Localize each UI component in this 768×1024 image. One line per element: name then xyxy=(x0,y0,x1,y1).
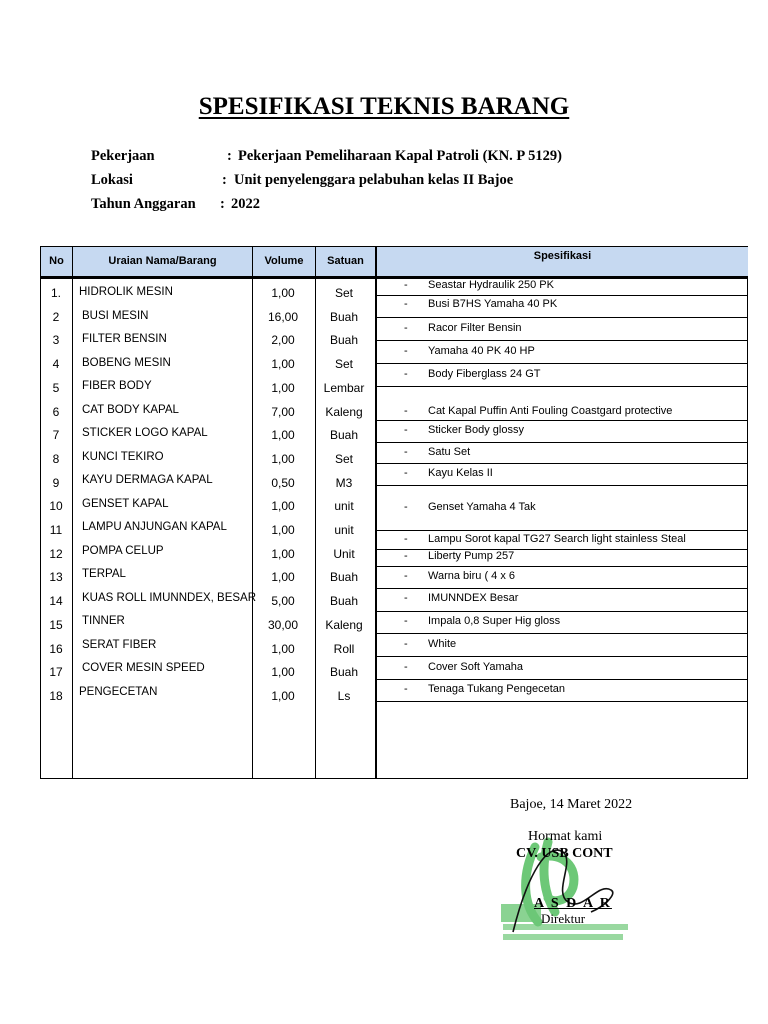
spec-row-divider xyxy=(376,701,748,702)
row-item-name: COVER MESIN SPEED xyxy=(82,662,205,674)
row-volume: 5,00 xyxy=(271,594,295,609)
spec-text: IMUNNDEX Besar xyxy=(428,592,519,604)
row-unit: Set xyxy=(334,451,353,466)
spec-row-divider xyxy=(376,679,748,680)
spec-row-divider xyxy=(376,340,748,341)
row-volume: 1,00 xyxy=(271,570,295,585)
info-value: 2022 xyxy=(231,196,260,212)
row-volume: 1,00 xyxy=(271,380,295,395)
row-item-name: SERAT FIBER xyxy=(82,638,157,651)
spec-row-divider xyxy=(376,442,748,443)
column-divider xyxy=(375,247,377,778)
spec-table xyxy=(40,246,748,779)
info-value: Unit penyelenggara pelabuhan kelas II Bajoe xyxy=(234,172,514,188)
spec-bullet: - xyxy=(404,279,408,291)
row-item-name: TERPAL xyxy=(82,568,126,580)
spec-row-divider xyxy=(376,317,748,318)
row-unit: Buah xyxy=(329,309,359,324)
spec-row-divider xyxy=(376,386,748,387)
row-item-name: BUSI MESIN xyxy=(82,309,149,322)
row-unit: Lembar xyxy=(323,380,365,395)
spec-bullet: - xyxy=(404,615,408,627)
row-number: 13 xyxy=(49,570,63,585)
spec-text: Genset Yamaha 4 Tak xyxy=(428,501,536,513)
spec-text: Seastar Hydraulik 250 PK xyxy=(428,279,554,291)
row-volume: 1,00 xyxy=(271,688,295,703)
row-unit: Buah xyxy=(329,428,359,443)
row-volume: 2,00 xyxy=(271,333,295,348)
row-unit: Buah xyxy=(329,333,359,348)
row-volume: 1,00 xyxy=(271,499,295,514)
row-volume: 1,00 xyxy=(271,641,295,656)
spec-row-divider xyxy=(376,611,748,612)
row-number: 4 xyxy=(52,357,60,372)
column-divider xyxy=(72,247,73,778)
spec-bullet: - xyxy=(404,345,408,357)
row-volume: 7,00 xyxy=(271,404,295,419)
spec-row-divider xyxy=(376,633,748,634)
row-unit: Unit xyxy=(333,546,355,561)
info-separator: : xyxy=(220,196,225,212)
spec-text: Yamaha 40 PK 40 HP xyxy=(428,345,535,357)
row-item-name: FIBER BODY xyxy=(82,380,152,392)
row-item-name: KUNCI TEKIRO xyxy=(82,450,164,463)
info-label: Pekerjaan xyxy=(91,148,155,164)
row-volume: 1,00 xyxy=(271,451,295,466)
row-unit: Ls xyxy=(337,688,351,703)
row-volume: 1,00 xyxy=(271,357,295,372)
spec-text: Sticker Body glossy xyxy=(428,424,524,436)
row-volume: 30,00 xyxy=(267,617,299,632)
row-volume: 1,00 xyxy=(271,546,295,561)
signer-name: A S D A R xyxy=(534,896,612,911)
info-separator: : xyxy=(227,148,232,164)
spec-bullet: - xyxy=(404,405,408,417)
row-unit: unit xyxy=(334,523,354,537)
document-title-text: SPESIFIKASI TEKNIS BARANG xyxy=(198,93,570,120)
spec-text: Body Fiberglass 24 GT xyxy=(428,368,541,380)
spec-row-divider xyxy=(376,485,748,486)
spec-bullet: - xyxy=(404,446,408,458)
spec-bullet: - xyxy=(404,467,408,479)
row-number: 9 xyxy=(52,475,60,490)
spec-bullet: - xyxy=(404,683,408,695)
spec-bullet: - xyxy=(404,424,408,436)
row-number: 6 xyxy=(52,404,60,419)
row-volume: 1,00 xyxy=(271,286,295,300)
header-unit: Satuan xyxy=(316,247,375,277)
row-item-name: STICKER LOGO KAPAL xyxy=(82,427,208,439)
spec-text: Busi B7HS Yamaha 40 PK xyxy=(428,298,558,310)
row-number: 10 xyxy=(49,499,63,514)
spec-text: Lampu Sorot kapal TG27 Search light stainless Steal xyxy=(428,533,686,545)
row-number: 2 xyxy=(52,309,60,324)
spec-bullet: - xyxy=(404,533,408,545)
spec-text: Racor Filter Bensin xyxy=(428,322,522,334)
info-separator: : xyxy=(222,172,227,188)
spec-bullet: - xyxy=(404,368,408,380)
row-item-name: GENSET KAPAL xyxy=(82,497,169,510)
row-volume: 1,00 xyxy=(271,523,295,537)
info-label: Lokasi xyxy=(91,172,133,188)
row-unit: M3 xyxy=(335,475,353,490)
row-number: 7 xyxy=(52,428,60,443)
row-volume: 0,50 xyxy=(271,475,295,490)
row-number: 12 xyxy=(49,546,63,561)
row-number: 14 xyxy=(49,594,63,609)
company-name: CV. USB CONT xyxy=(516,846,613,861)
spec-text: Tenaga Tukang Pengecetan xyxy=(428,683,566,695)
spec-bullet: - xyxy=(404,550,408,562)
spec-row-divider xyxy=(376,566,748,567)
row-item-name: BOBENG MESIN xyxy=(82,356,171,369)
spec-text: Satu Set xyxy=(428,446,471,458)
row-unit: Buah xyxy=(329,570,359,585)
spec-text: Impala 0,8 Super Hig gloss xyxy=(428,615,561,627)
row-volume: 1,00 xyxy=(271,428,295,443)
row-unit: Set xyxy=(334,286,353,300)
spec-bullet: - xyxy=(404,570,408,582)
header-volume: Volume xyxy=(253,247,315,277)
header-item: Uraian Nama/Barang xyxy=(73,247,252,277)
row-unit: Buah xyxy=(329,594,359,609)
spec-bullet: - xyxy=(404,322,408,334)
spec-row-divider xyxy=(376,277,748,278)
spec-row-divider xyxy=(376,656,748,657)
row-number: 16 xyxy=(49,641,63,656)
row-number: 15 xyxy=(49,617,63,632)
row-item-name: KAYU DERMAGA KAPAL xyxy=(82,474,213,486)
row-number: 11 xyxy=(49,523,63,537)
row-unit: unit xyxy=(334,499,354,514)
row-number: 8 xyxy=(52,451,60,466)
row-number: 3 xyxy=(52,333,60,348)
spec-row-divider xyxy=(376,420,748,421)
row-item-name: PENGECETAN xyxy=(79,685,158,698)
row-item-name: HIDROLIK MESIN xyxy=(79,286,173,298)
info-value: Pekerjaan Pemeliharaan Kapal Patroli (KN. P 5129) xyxy=(238,148,562,164)
signer-role: Direktur xyxy=(541,911,586,926)
info-label: Tahun Anggaran xyxy=(91,196,196,212)
row-item-name: FILTER BENSIN xyxy=(82,333,167,345)
spec-text: White xyxy=(428,638,457,650)
spec-bullet: - xyxy=(404,661,408,673)
spec-row-divider xyxy=(376,295,748,296)
row-unit: Kaleng xyxy=(325,617,363,632)
spec-row-divider xyxy=(376,530,748,531)
row-number: 1. xyxy=(50,286,61,300)
spec-text: Cover Soft Yamaha xyxy=(428,661,523,673)
spec-bullet: - xyxy=(404,638,408,650)
row-number: 18 xyxy=(49,688,63,703)
spec-bullet: - xyxy=(404,501,408,513)
document-title xyxy=(0,93,768,121)
spec-row-divider xyxy=(376,363,748,364)
spec-text: Liberty Pump 257 xyxy=(428,550,515,562)
spec-bullet: - xyxy=(404,592,408,604)
spec-text: Kayu Kelas II xyxy=(428,467,493,479)
row-number: 5 xyxy=(52,380,60,395)
row-unit: Roll xyxy=(333,641,355,656)
row-item-name: KUAS ROLL IMUNNDEX, BESAR xyxy=(82,591,257,604)
row-volume: 1,00 xyxy=(271,665,295,680)
row-unit: Buah xyxy=(329,665,359,680)
row-unit: Set xyxy=(334,357,353,372)
row-item-name: TINNER xyxy=(82,615,125,627)
row-number: 17 xyxy=(49,665,63,680)
row-unit: Kaleng xyxy=(325,404,363,419)
row-item-name: POMPA CELUP xyxy=(82,544,164,557)
header-spec: Spesifikasi xyxy=(377,247,748,277)
header-divider xyxy=(41,278,747,279)
spec-text: Cat Kapal Puffin Anti Fouling Coastgard protective xyxy=(428,405,673,417)
spec-text: Warna biru ( 4 x 6 xyxy=(428,570,516,582)
row-item-name: CAT BODY KAPAL xyxy=(82,403,179,416)
row-item-name: LAMPU ANJUNGAN KAPAL xyxy=(82,521,227,533)
place-date: Bajoe, 14 Maret 2022 xyxy=(510,797,633,812)
spec-bullet: - xyxy=(404,298,408,310)
row-volume: 16,00 xyxy=(267,309,299,324)
spec-row-divider xyxy=(376,463,748,464)
header-no: No xyxy=(41,247,72,277)
spec-row-divider xyxy=(376,588,748,589)
greeting: Hormat kami xyxy=(528,829,603,844)
